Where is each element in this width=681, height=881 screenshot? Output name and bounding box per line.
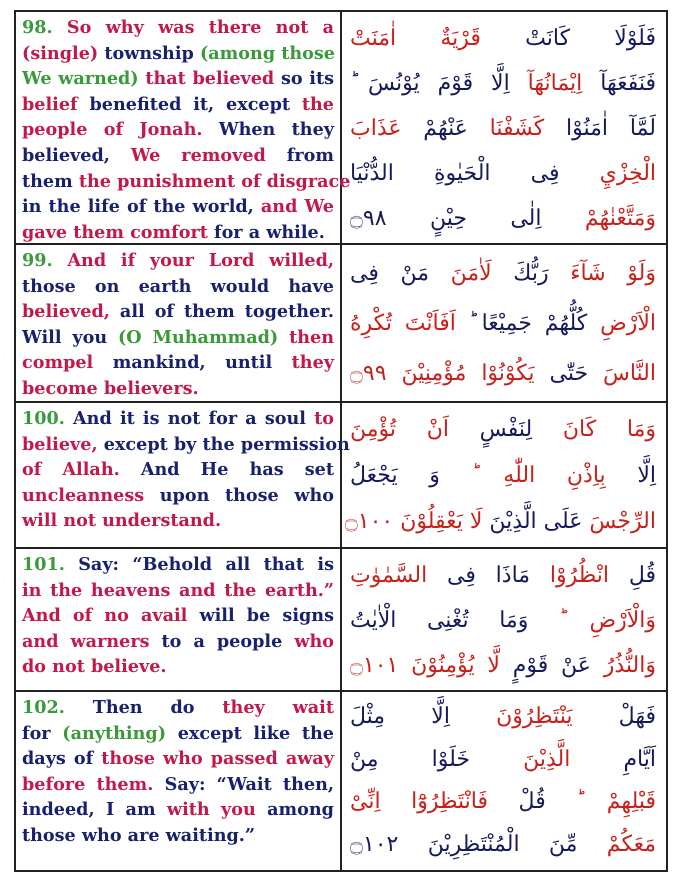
english-phrase: among xyxy=(267,799,334,821)
arabic-phrase: وَمَا كَانَ xyxy=(532,417,657,442)
english-phrase: in the life of the world, xyxy=(22,196,261,218)
english-phrase: so its xyxy=(280,68,334,90)
english-line xyxy=(22,117,334,143)
english-translation-cell xyxy=(16,692,342,870)
verse-row-100 xyxy=(16,403,666,549)
arabic-text-cell xyxy=(342,692,666,870)
english-phrase: people of Jonah. xyxy=(22,119,219,141)
english-line xyxy=(22,483,334,509)
arabic-line xyxy=(350,696,656,739)
arabic-phrase: اِيْمَانُهَآ xyxy=(509,71,583,96)
english-phrase: belief xyxy=(22,93,90,115)
english-phrase: except by the permission xyxy=(103,433,350,455)
english-phrase: We warned) xyxy=(22,68,146,90)
english-phrase: 98. xyxy=(22,17,67,38)
english-phrase: to a people xyxy=(161,630,295,652)
english-phrase: gave them comfort xyxy=(22,221,214,243)
english-translation-cell xyxy=(16,245,342,401)
english-phrase: who xyxy=(294,630,335,652)
english-line xyxy=(22,15,334,41)
arabic-phrase: مِّنَ الْمُنْتَظِرِيْنَ ۝١٠٢ xyxy=(350,831,578,857)
english-phrase: 102. xyxy=(22,697,93,718)
arabic-line xyxy=(350,196,656,241)
arabic-phrase: قُلْ xyxy=(488,789,546,814)
english-line xyxy=(22,552,334,578)
arabic-phrase: وَ يَجْعَلُ xyxy=(350,463,440,488)
arabic-line xyxy=(344,499,656,545)
arabic-phrase: اَنْ تُؤْمِنَ xyxy=(350,417,449,442)
english-line xyxy=(22,350,334,376)
arabic-phrase: انْظُرُوْا xyxy=(530,563,610,588)
verse-row-98 xyxy=(16,12,666,245)
english-phrase: (among those xyxy=(199,42,335,64)
arabic-line xyxy=(350,299,656,349)
english-line xyxy=(22,274,334,300)
english-phrase: from xyxy=(286,144,334,166)
english-line xyxy=(22,797,334,823)
english-phrase: in the heavens and the earth.” xyxy=(22,579,334,601)
arabic-phrase: خَلَوْا مِنْ xyxy=(350,746,470,772)
english-phrase: those on earth would have xyxy=(22,275,334,297)
english-phrase: except like the xyxy=(177,722,334,744)
arabic-phrase: مَاذَا فِى xyxy=(427,563,531,588)
english-phrase: will not understand. xyxy=(22,510,222,532)
arabic-line xyxy=(350,553,656,598)
english-phrase: Then do xyxy=(92,697,223,718)
arabic-line xyxy=(350,643,656,688)
english-line xyxy=(22,376,334,402)
english-phrase: then xyxy=(289,326,334,348)
english-line xyxy=(22,92,334,118)
english-line xyxy=(22,194,334,220)
arabic-phrase: اٰمَنَتْ xyxy=(350,26,397,51)
english-phrase: those who are waiting.” xyxy=(22,824,256,846)
arabic-phrase: يَنْتَظِرُوْنَ xyxy=(449,704,573,729)
arabic-phrase: كَشَفْنَا xyxy=(467,116,545,141)
english-phrase: to xyxy=(314,408,334,429)
english-line xyxy=(22,823,334,849)
arabic-line xyxy=(350,151,656,196)
arabic-phrase: اِلٰى حِيْنٍ ۝٩٨ xyxy=(350,206,542,231)
arabic-phrase: عَنْهُمْ xyxy=(401,116,468,141)
english-phrase: mankind, until xyxy=(112,352,292,374)
arabic-line xyxy=(350,16,656,61)
english-phrase: believed, xyxy=(22,301,120,323)
verse-row-102 xyxy=(16,692,666,870)
english-line xyxy=(22,66,334,92)
arabic-line xyxy=(350,598,656,643)
arabic-phrase: لَّا يُؤْمِنُوْنَ ۝١٠١ xyxy=(350,653,500,678)
english-line xyxy=(22,695,334,721)
english-phrase: 100. xyxy=(22,408,74,429)
verse-row-101 xyxy=(16,549,666,692)
english-phrase: and We xyxy=(260,196,334,218)
english-line xyxy=(22,248,334,274)
english-line xyxy=(22,603,334,629)
arabic-phrase: لَاٰمَنَ xyxy=(429,261,492,286)
english-phrase: And of no avail xyxy=(22,605,200,627)
english-phrase: become believers. xyxy=(22,377,199,399)
english-phrase: 99. xyxy=(22,250,68,271)
arabic-phrase: عَذَابَ xyxy=(350,116,402,141)
english-phrase: they wait xyxy=(222,697,334,718)
english-translation-cell xyxy=(16,403,350,547)
english-translation-cell xyxy=(16,549,342,690)
arabic-phrase: عَنْ قَوْمٍ xyxy=(499,653,591,678)
english-phrase: compel xyxy=(22,352,113,374)
english-phrase: upon those who xyxy=(159,484,334,506)
arabic-line xyxy=(350,781,656,824)
english-phrase: before them. xyxy=(22,773,165,795)
english-phrase: them xyxy=(22,170,79,192)
arabic-phrase: فَانْتَظِرُوْٓا اِنِّىْ xyxy=(350,789,489,814)
arabic-phrase: فَنَفَعَهَآ xyxy=(582,71,656,96)
english-phrase: they xyxy=(291,352,334,374)
arabic-line xyxy=(350,824,656,867)
verse-row-99 xyxy=(16,245,666,403)
english-phrase: (single) xyxy=(22,42,105,64)
english-line xyxy=(22,143,334,169)
english-phrase: all of them together. xyxy=(119,301,334,323)
english-phrase: uncleanness xyxy=(22,484,160,506)
arabic-line xyxy=(350,349,656,399)
arabic-phrase: اَفَاَنْتَ تُكْرِهُ xyxy=(350,311,456,336)
arabic-line xyxy=(350,407,656,453)
english-phrase: and warners xyxy=(22,630,162,652)
arabic-phrase: السَّمٰوٰتِ xyxy=(350,563,428,588)
arabic-phrase: يَكُوْنُوْا مُؤْمِنِيْنَ ۝٩٩ xyxy=(350,361,535,386)
arabic-phrase: فِى الْحَيٰوةِ الدُّنْيَا xyxy=(350,161,560,186)
english-phrase: believe, xyxy=(22,433,104,455)
english-line xyxy=(22,457,334,483)
arabic-text-cell xyxy=(342,245,666,401)
english-phrase: Say: “Behold all that is xyxy=(78,554,334,575)
arabic-phrase: لَمَّآ xyxy=(608,116,656,141)
arabic-phrase: مَعَكُمْ xyxy=(577,831,656,857)
english-phrase: do not believe. xyxy=(22,656,167,678)
english-phrase: We removed xyxy=(130,144,287,166)
english-line xyxy=(22,169,351,195)
english-line xyxy=(22,772,334,798)
english-line xyxy=(22,721,334,747)
english-line xyxy=(22,629,334,655)
arabic-phrase: كُلُّهُمْ جَمِيْعًا ؕ xyxy=(455,311,588,336)
english-phrase: days of xyxy=(22,748,102,770)
english-phrase: benefited it, except xyxy=(89,93,302,115)
arabic-phrase: وَالنُّذُرُ xyxy=(590,653,656,678)
english-phrase: And if your Lord willed, xyxy=(67,250,334,271)
english-line xyxy=(22,432,350,458)
english-phrase: 101. xyxy=(22,554,79,575)
english-phrase: When they xyxy=(218,119,334,141)
arabic-phrase: وَالْاَرْضِ ؕ xyxy=(528,608,656,633)
translation-table xyxy=(14,10,668,872)
arabic-phrase: الْخِزْيِ xyxy=(559,161,657,186)
arabic-phrase: فَلَوْلَا كَانَتْ xyxy=(480,26,656,51)
english-phrase: believed, xyxy=(22,144,131,166)
english-line xyxy=(22,406,334,432)
english-phrase: with you xyxy=(166,799,268,821)
english-phrase: So why was there not a xyxy=(66,17,335,38)
english-phrase: (anything) xyxy=(62,722,178,744)
english-phrase: And it is not for a soul xyxy=(73,408,315,429)
english-line xyxy=(22,508,334,534)
english-translation-cell xyxy=(16,12,351,243)
arabic-phrase: قُلِ xyxy=(609,563,656,588)
english-phrase: the xyxy=(301,93,335,115)
arabic-phrase: قَرْيَةٌ xyxy=(396,26,481,51)
arabic-phrase: النَّاسَ xyxy=(588,361,656,386)
english-line xyxy=(22,41,334,67)
english-phrase: that believed xyxy=(145,68,281,90)
arabic-phrase: اِلَّا xyxy=(605,463,657,488)
english-phrase: for a while. xyxy=(214,221,325,243)
english-phrase: Will you xyxy=(22,326,118,348)
arabic-line xyxy=(350,249,656,299)
english-line xyxy=(22,578,334,604)
arabic-phrase: الْاَرْضِ xyxy=(587,311,656,336)
english-phrase: (O Muhammad) xyxy=(117,326,290,348)
arabic-phrase: لَا يَعْقِلُوْنَ ۝١٠٠ xyxy=(344,509,483,534)
arabic-text-cell xyxy=(342,549,666,690)
arabic-phrase: حَتّٰى xyxy=(534,361,589,386)
english-phrase: those who passed away xyxy=(101,748,334,770)
arabic-text-cell xyxy=(342,12,666,243)
arabic-phrase: لِنَفْسٍ xyxy=(448,417,533,442)
arabic-phrase: وَلَوْ شَآءَ xyxy=(548,261,656,286)
arabic-phrase: مَنْ فِى xyxy=(350,261,429,286)
arabic-line xyxy=(350,61,656,106)
english-phrase: of Allah. xyxy=(22,459,141,481)
english-phrase: will be signs xyxy=(199,605,334,627)
arabic-phrase: اِلَّا قَوْمَ يُوْنُسَ ؕ xyxy=(350,71,510,96)
english-line xyxy=(22,654,334,680)
arabic-text-cell xyxy=(342,403,666,547)
arabic-line xyxy=(350,106,656,151)
english-line xyxy=(22,220,334,246)
english-line xyxy=(22,325,334,351)
english-phrase: Say: “Wait then, xyxy=(164,773,334,795)
arabic-phrase: رَبُّكَ xyxy=(491,261,549,286)
arabic-phrase: فَهَلْ xyxy=(572,704,657,729)
arabic-line xyxy=(350,739,656,782)
arabic-phrase: اَيَّامِ xyxy=(570,746,657,772)
arabic-phrase: اِلَّا مِثْلَ xyxy=(350,704,450,729)
arabic-phrase: عَلَى الَّذِيْنَ xyxy=(482,509,583,534)
arabic-line xyxy=(350,453,656,499)
arabic-phrase: وَمَتَّعْنٰهُمْ xyxy=(541,206,656,231)
english-phrase: township xyxy=(104,42,200,64)
english-phrase: And He has set xyxy=(140,459,334,481)
arabic-phrase: وَمَا تُغْنِى الْاٰيٰتُ xyxy=(350,608,529,633)
arabic-phrase: اٰمَنُوْا xyxy=(544,116,609,141)
english-phrase: for xyxy=(22,722,63,744)
english-phrase: indeed, I am xyxy=(22,799,167,821)
arabic-phrase: بِاِذْنِ اللّٰهِ ؕ xyxy=(439,463,606,488)
english-line xyxy=(22,746,334,772)
english-line xyxy=(22,299,334,325)
arabic-phrase: الرِّجْسَ xyxy=(582,509,656,534)
arabic-phrase: الَّذِيْنَ xyxy=(470,746,571,772)
english-phrase: the punishment of disgrace xyxy=(78,170,351,192)
arabic-phrase: قَبْلِهِمْ ؕ xyxy=(545,789,657,814)
